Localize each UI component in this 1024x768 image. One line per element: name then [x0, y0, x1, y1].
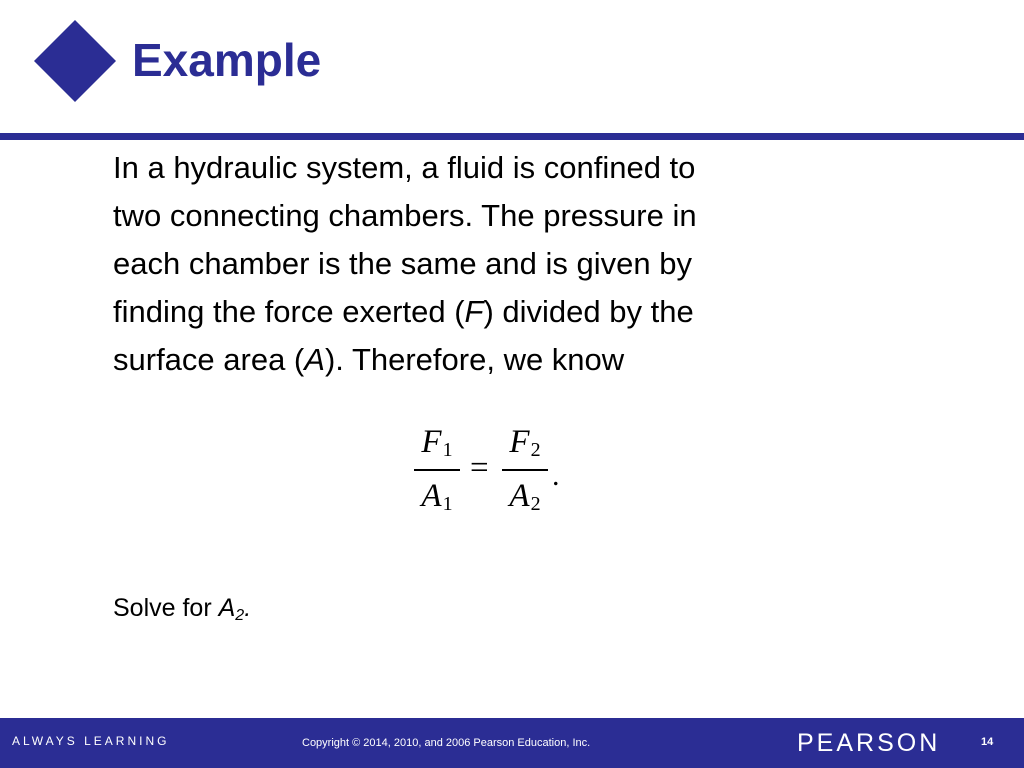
solve-variable: A: [218, 594, 236, 622]
right-denominator: [500, 476, 550, 524]
left-denominator: [412, 476, 462, 524]
body-line-4-pre: finding the force exerted (: [113, 294, 465, 329]
body-line-5: [113, 336, 913, 384]
right-fraction-bar: [502, 469, 548, 471]
body-line-3: each chamber is the same and is given by: [113, 246, 692, 281]
left-fraction: [412, 418, 462, 528]
slide-title: Example: [132, 34, 322, 86]
tagline: ALWAYS LEARNING: [12, 734, 170, 748]
left-denominator-sub: 1: [442, 493, 453, 515]
solve-prompt: [113, 588, 251, 636]
equals-sign: =: [470, 450, 489, 486]
right-numerator: [500, 422, 550, 470]
left-numerator-var: F: [421, 424, 442, 460]
left-fraction-bar: [414, 469, 460, 471]
body-text: [113, 144, 913, 384]
right-denominator-sub: 2: [530, 493, 541, 515]
pressure-equation: [412, 418, 592, 528]
brand-logo: PEARSON: [797, 729, 941, 757]
copyright-text: Copyright © 2014, 2010, and 2006 Pearson Education, Inc.: [302, 737, 591, 749]
page-number: 14: [981, 736, 994, 748]
force-variable: F: [464, 294, 484, 329]
area-variable: A: [304, 342, 325, 377]
title-divider: [0, 133, 1024, 140]
footer-bar: [0, 718, 1024, 768]
left-denominator-var: A: [421, 478, 442, 514]
solve-prompt-text: Solve for: [113, 594, 219, 622]
solve-variable-sub: 2: [235, 607, 245, 624]
body-line-1: In a hydraulic system, a fluid is confined to: [113, 150, 696, 185]
right-numerator-var: F: [509, 424, 530, 460]
equation-period: .: [552, 459, 560, 492]
body-line-4-post: ) divided by the: [483, 294, 694, 329]
left-numerator-sub: 1: [442, 439, 453, 461]
diamond-icon: [34, 20, 116, 102]
body-line-4: [113, 288, 913, 336]
right-numerator-sub: 2: [530, 439, 541, 461]
right-denominator-var: A: [509, 478, 530, 514]
solve-prompt-end: .: [244, 594, 252, 622]
left-numerator: [412, 422, 462, 470]
body-line-2: two connecting chambers. The pressure in: [113, 198, 697, 233]
body-line-5-pre: surface area (: [113, 342, 305, 377]
right-fraction: [500, 418, 550, 528]
body-line-5-post: ). Therefore, we know: [324, 342, 625, 377]
